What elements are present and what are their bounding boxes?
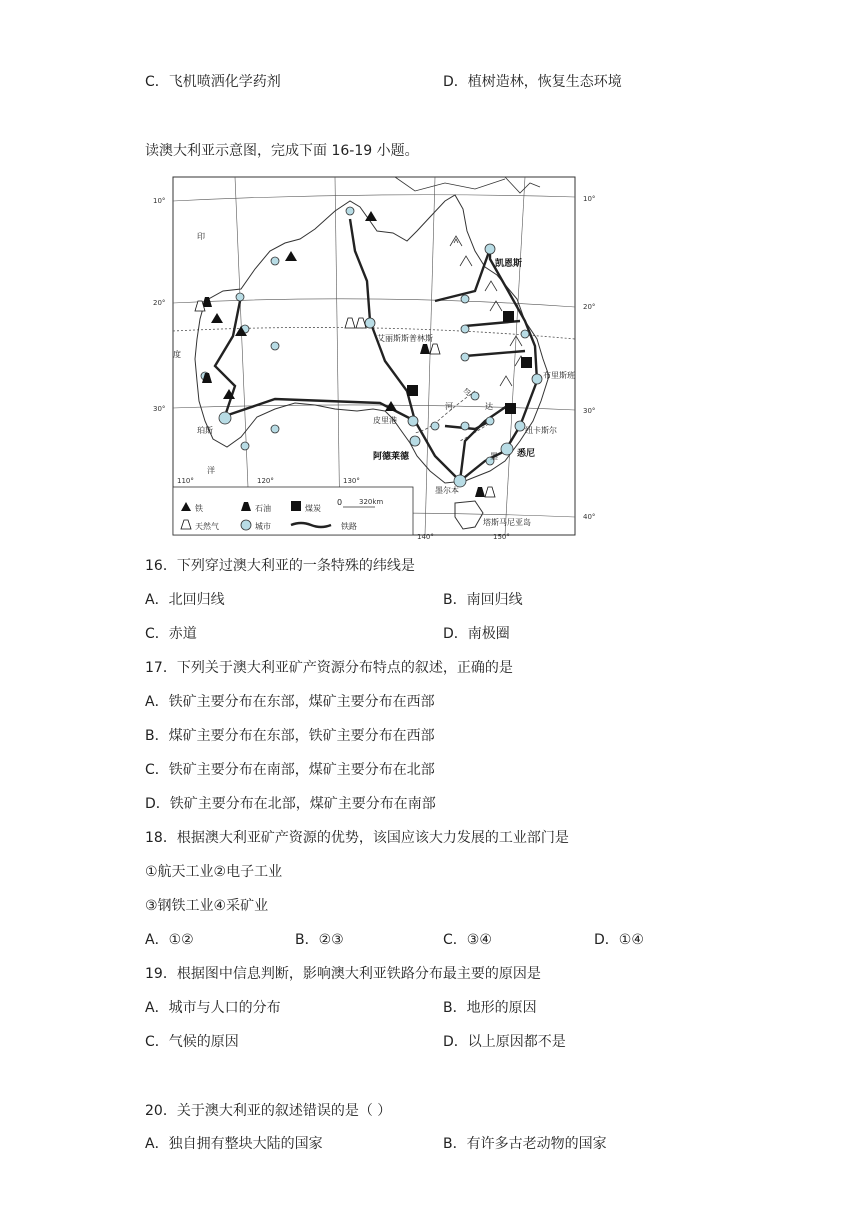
label-he: 河 xyxy=(445,402,453,411)
city-port-pirie xyxy=(408,416,418,426)
city-kaiens xyxy=(485,244,495,254)
legend-rail: 铁路 xyxy=(341,522,357,531)
q18-option-c: C．③④ xyxy=(443,932,492,948)
label-port-pirie: 皮里港 xyxy=(373,416,397,425)
q19-stem: 19．根据图中信息判断，影响澳大利亚铁路分布最主要的原因是 xyxy=(145,966,541,982)
ocean-label-2: 度 xyxy=(173,350,181,359)
q17-option-d: D．铁矿主要分布在北部，煤矿主要分布在南部 xyxy=(145,796,436,812)
city-alice xyxy=(365,318,375,328)
q17-option-b: B．煤矿主要分布在东部，铁矿主要分布在西部 xyxy=(145,728,435,744)
lat-label: 20° xyxy=(153,299,166,307)
label-ling: 令 xyxy=(463,388,471,397)
australia-map xyxy=(145,171,605,541)
label-mo: 墨 xyxy=(490,452,498,461)
lon-label: 110° xyxy=(177,477,194,485)
q18-stem: 18．根据澳大利亚矿产资源的优势，该国应该大力发展的工业部门是 xyxy=(145,830,569,846)
map-legend xyxy=(173,487,413,535)
lon-label: 140° xyxy=(417,533,434,541)
city-newcastle xyxy=(515,421,525,431)
lat-label: 10° xyxy=(583,195,596,203)
q16-option-c: C．赤道 xyxy=(145,626,197,642)
q18-line2: ③钢铁工业④采矿业 xyxy=(145,898,269,914)
label-newcastle: 纽卡斯尔 xyxy=(525,426,557,435)
q19-option-d: D．以上原因都不是 xyxy=(443,1034,566,1050)
q17-option-c: C．铁矿主要分布在南部，煤矿主要分布在北部 xyxy=(145,762,435,778)
lat-label: 10° xyxy=(153,197,166,205)
label-melbourne: 墨尔本 xyxy=(435,486,459,495)
legend-oil: 石油 xyxy=(255,504,271,513)
city-sydney xyxy=(501,443,513,455)
prev-option-c: C．飞机喷洒化学药剂 xyxy=(145,74,281,90)
label-perth: 珀斯 xyxy=(197,426,213,435)
legend-iron: 铁 xyxy=(195,504,203,513)
label-adelaide: 阿德莱德 xyxy=(373,452,410,462)
legend-coal: 煤炭 xyxy=(305,504,321,513)
lat-label: 30° xyxy=(153,405,166,413)
legend-city: 城市 xyxy=(255,522,271,531)
q16-option-b: B．南回归线 xyxy=(443,592,523,608)
q20-option-b: B．有许多古老动物的国家 xyxy=(443,1136,607,1152)
q16-option-a: A．北回归线 xyxy=(145,592,225,608)
q19-option-b: B．地形的原因 xyxy=(443,1000,537,1016)
q19-option-c: C．气候的原因 xyxy=(145,1034,239,1050)
city-perth xyxy=(219,412,231,424)
ocean-label-1: 印 xyxy=(197,232,205,241)
q20-option-a: A．独自拥有整块大陆的国家 xyxy=(145,1136,323,1152)
lat-label: 30° xyxy=(583,407,596,415)
legend-gas: 天然气 xyxy=(195,522,219,531)
prev-option-d: D．植树造林，恢复生态环境 xyxy=(443,74,622,90)
q19-option-a: A．城市与人口的分布 xyxy=(145,1000,281,1016)
ocean-label-3: 洋 xyxy=(207,466,215,475)
lon-label: 120° xyxy=(257,477,274,485)
q16-option-d: D．南极圈 xyxy=(443,626,510,642)
q20-stem: 20．关于澳大利亚的叙述错误的是（ ） xyxy=(145,1103,392,1119)
q16-stem: 16．下列穿过澳大利亚的一条特殊的纬线是 xyxy=(145,558,415,574)
legend-scale: 320km xyxy=(359,498,384,506)
q17-stem: 17．下列关于澳大利亚矿产资源分布特点的叙述，正确的是 xyxy=(145,660,513,676)
label-da: 达 xyxy=(485,402,493,411)
lat-label: 40° xyxy=(583,513,596,521)
label-alice: 艾丽斯斯普林斯 xyxy=(377,334,433,343)
city-adelaide xyxy=(410,436,420,446)
legend-city-icon xyxy=(241,520,251,530)
label-sydney: 悉尼 xyxy=(517,449,536,459)
lon-label: 130° xyxy=(343,477,360,485)
label-brisbane: 布里斯班 xyxy=(543,371,575,380)
legend-coal-icon xyxy=(291,501,301,511)
legend-scale-zero: 0 xyxy=(337,498,343,507)
q18-line1: ①航天工业②电子工业 xyxy=(145,864,283,880)
city-brisbane xyxy=(532,374,542,384)
label-kaiens: 凯恩斯 xyxy=(495,259,523,269)
lon-label: 150° xyxy=(493,533,510,541)
q18-option-d: D．①④ xyxy=(594,932,644,948)
q17-option-a: A．铁矿主要分布在东部，煤矿主要分布在西部 xyxy=(145,694,435,710)
q18-option-b: B．②③ xyxy=(295,932,344,948)
intro-text: 读澳大利亚示意图，完成下面 16-19 小题。 xyxy=(145,143,419,159)
lat-label: 20° xyxy=(583,303,596,311)
label-tasmania: 塔斯马尼亚岛 xyxy=(483,518,531,527)
q18-option-a: A．①② xyxy=(145,932,194,948)
